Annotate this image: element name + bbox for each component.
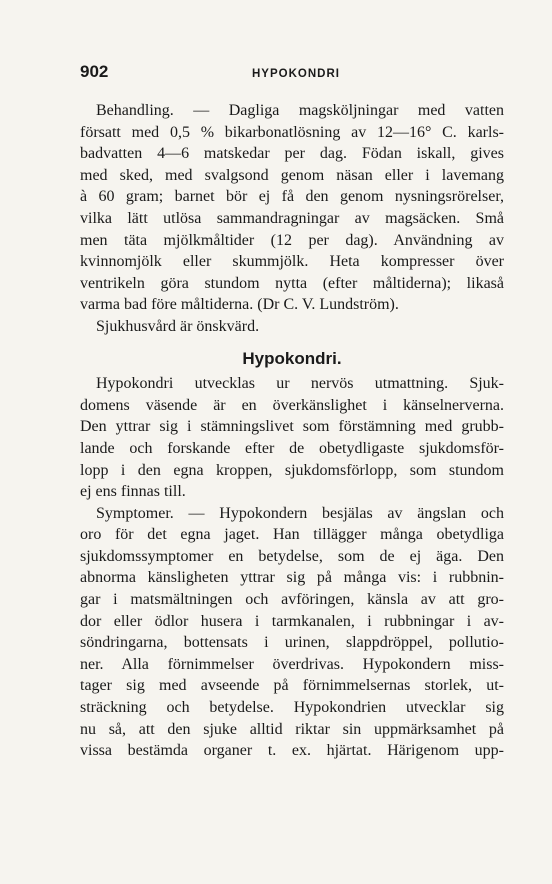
- text-line: Symptomer. — Hypokondern besjälas av ängslan och: [96, 504, 504, 522]
- paragraph-behandling: [80, 100, 504, 338]
- text-line: vilka lätt utlösa sammandragningar av magsäcken. Små: [80, 209, 504, 227]
- text-line: söndringarna, bottensats i urinen, slappdröppel, pollutio-: [80, 634, 504, 652]
- text-line: badvatten 4—6 matskedar per dag. Födan iskall, gives: [80, 145, 504, 163]
- text-line: lande och forskande efter de obetydligaste sjukdomsför-: [80, 439, 504, 457]
- text-line: med sked, med svalgsond genom näsan eller i lavemang: [80, 166, 504, 184]
- text-line: Hypokondri utvecklas ur nervös utmattning. Sjuk-: [96, 375, 504, 393]
- text-line: ner. Alla förnimmelser överdrivas. Hypokondern miss-: [80, 655, 504, 673]
- text-line: nu så, att den sjuke alltid riktar sin uppmärksamhet på: [80, 720, 504, 738]
- page-number: 902: [80, 62, 109, 81]
- text-line: gar i matsmältningen och avföringen, känsla av att gro-: [80, 591, 504, 609]
- page-body: [80, 100, 504, 762]
- page-header: [80, 60, 500, 82]
- text-line: Behandling. — Dagliga magsköljningar med vatten: [96, 102, 504, 119]
- paragraph-symptomer: [80, 503, 504, 762]
- text-line: försatt med 0,5 % bikarbonatlösning av 12—16° C. karls-: [80, 123, 504, 141]
- text-line: à 60 gram; barnet bör ej få den genom nysningsrörelser,: [80, 188, 504, 206]
- text-line: lopp i den egna kroppen, sjukdomsförlopp, som stundom: [80, 461, 504, 479]
- text-line: domens väsende är en överkänslighet i känselnerverna.: [80, 396, 504, 414]
- text-line: abnorma känsligheten yttrar sig på många vis: i rubbnin-: [80, 569, 504, 587]
- text-line: dor eller ödlor husera i tarmkanalen, i rubbningar i av-: [80, 612, 504, 630]
- text-line: ej ens finnas till.: [80, 483, 186, 501]
- section-title: Hypokondri.: [242, 348, 342, 368]
- text-line: sträckning och betydelse. Hypokondrien utvecklar sig: [80, 699, 504, 717]
- text-line: ventrikeln göra stundom nytta (efter måltiderna); likaså: [80, 274, 504, 292]
- text-line: kvinnomjölk eller skummjölk. Heta kompresser över: [80, 253, 504, 271]
- paragraph-intro: [80, 373, 504, 503]
- text-line: sjukdomssymptomer en betydelse, som de ej äga. Den: [80, 547, 504, 565]
- text-line: men täta mjölkmåltider (12 per dag). Användning av: [80, 231, 504, 249]
- text-line: Sjukhusvård är önskvärd.: [96, 317, 260, 335]
- running-head: HYPOKONDRI: [252, 68, 340, 80]
- text-line: Den yttrar sig i stämningslivet som förstämning med grubb-: [80, 418, 504, 436]
- text-line: varma bad före måltiderna. (Dr C. V. Lundström).: [80, 296, 399, 314]
- text-line: vissa bestämda organer t. ex. hjärtat. Härigenom upp-: [80, 742, 504, 760]
- text-line: tager sig med avseende på förnimmelsernas storlek, ut-: [80, 677, 504, 695]
- text-line: oro för det egna jaget. Han tillägger många obetydliga: [80, 526, 504, 544]
